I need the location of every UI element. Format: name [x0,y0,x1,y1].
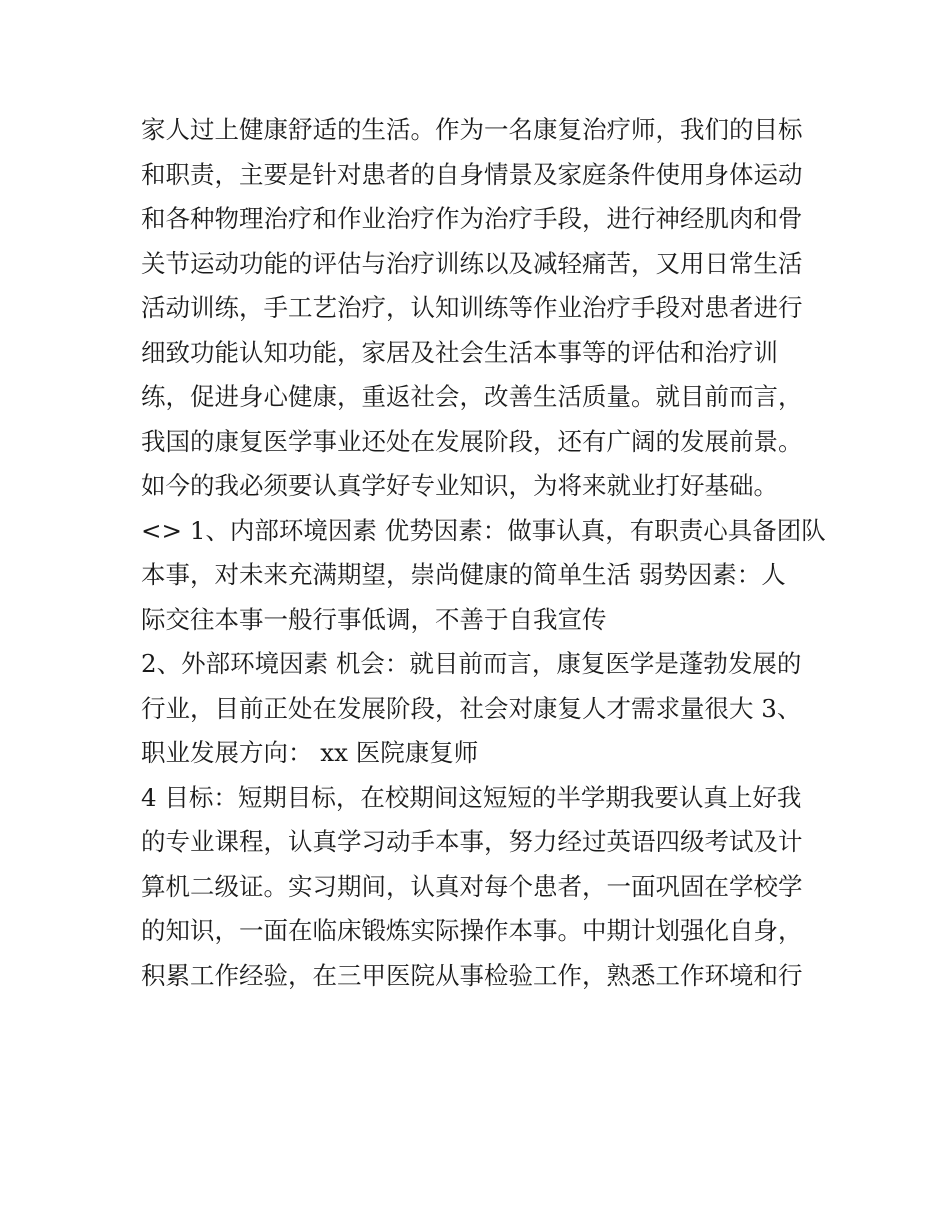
text-line: 如今的我必须要认真学好专业知识，为将来就业打好基础。 [141,471,778,500]
text-line: 和职责，主要是针对患者的自身情景及家庭条件使用身体运动 [141,159,803,189]
text-line: 关节运动功能的评估与治疗训练以及减轻痛苦，又用日常生活 [141,248,803,278]
text-line: 和各种物理治疗和作业治疗作为治疗手段，进行神经肌肉和骨 [141,204,803,233]
text-line: 职业发展方向： xx 医院康复师 [141,738,479,767]
body-text [141,108,826,998]
text-line: 我国的康复医学事业还处在发展阶段，还有广阔的发展前景。 [141,426,803,456]
text-line: 的知识，一面在临床锻炼实际操作本事。中期计划强化自身， [141,916,803,945]
text-line: 算机二级证。实习期间，认真对每个患者，一面巩固在学校学 [141,871,803,901]
text-line: 家人过上健康舒适的生活。作为一名康复治疗师，我们的目标 [141,115,803,144]
text-line: <> 1、内部环境因素 优势因素：做事认真，有职责心具备团队 [141,515,826,545]
text-line: 2、外部环境因素 机会：就目前而言，康复医学是蓬勃发展的 [141,649,802,678]
text-line: 的专业课程，认真学习动手本事，努力经过英语四级考试及计 [141,827,803,856]
text-line: 积累工作经验，在三甲医院从事检验工作，熟悉工作环境和行 [141,960,803,990]
text-line: 细致功能认知功能，家居及社会生活本事等的评估和治疗训 [141,337,778,367]
text-line: 4 目标：短期目标，在校期间这短短的半学期我要认真上好我 [141,782,802,812]
text-line: 行业，目前正处在发展阶段，社会对康复人才需求量很大 3、 [141,693,802,723]
text-line: 练，促进身心健康，重返社会，改善生活质量。就目前而言， [141,382,803,411]
text-line: 活动训练，手工艺治疗，认知训练等作业治疗手段对患者进行 [141,293,803,322]
text-line: 本事，对未来充满期望，崇尚健康的简单生活 弱势因素：人 [141,560,786,589]
text-line: 际交往本事一般行事低调，不善于自我宣传 [141,604,607,634]
